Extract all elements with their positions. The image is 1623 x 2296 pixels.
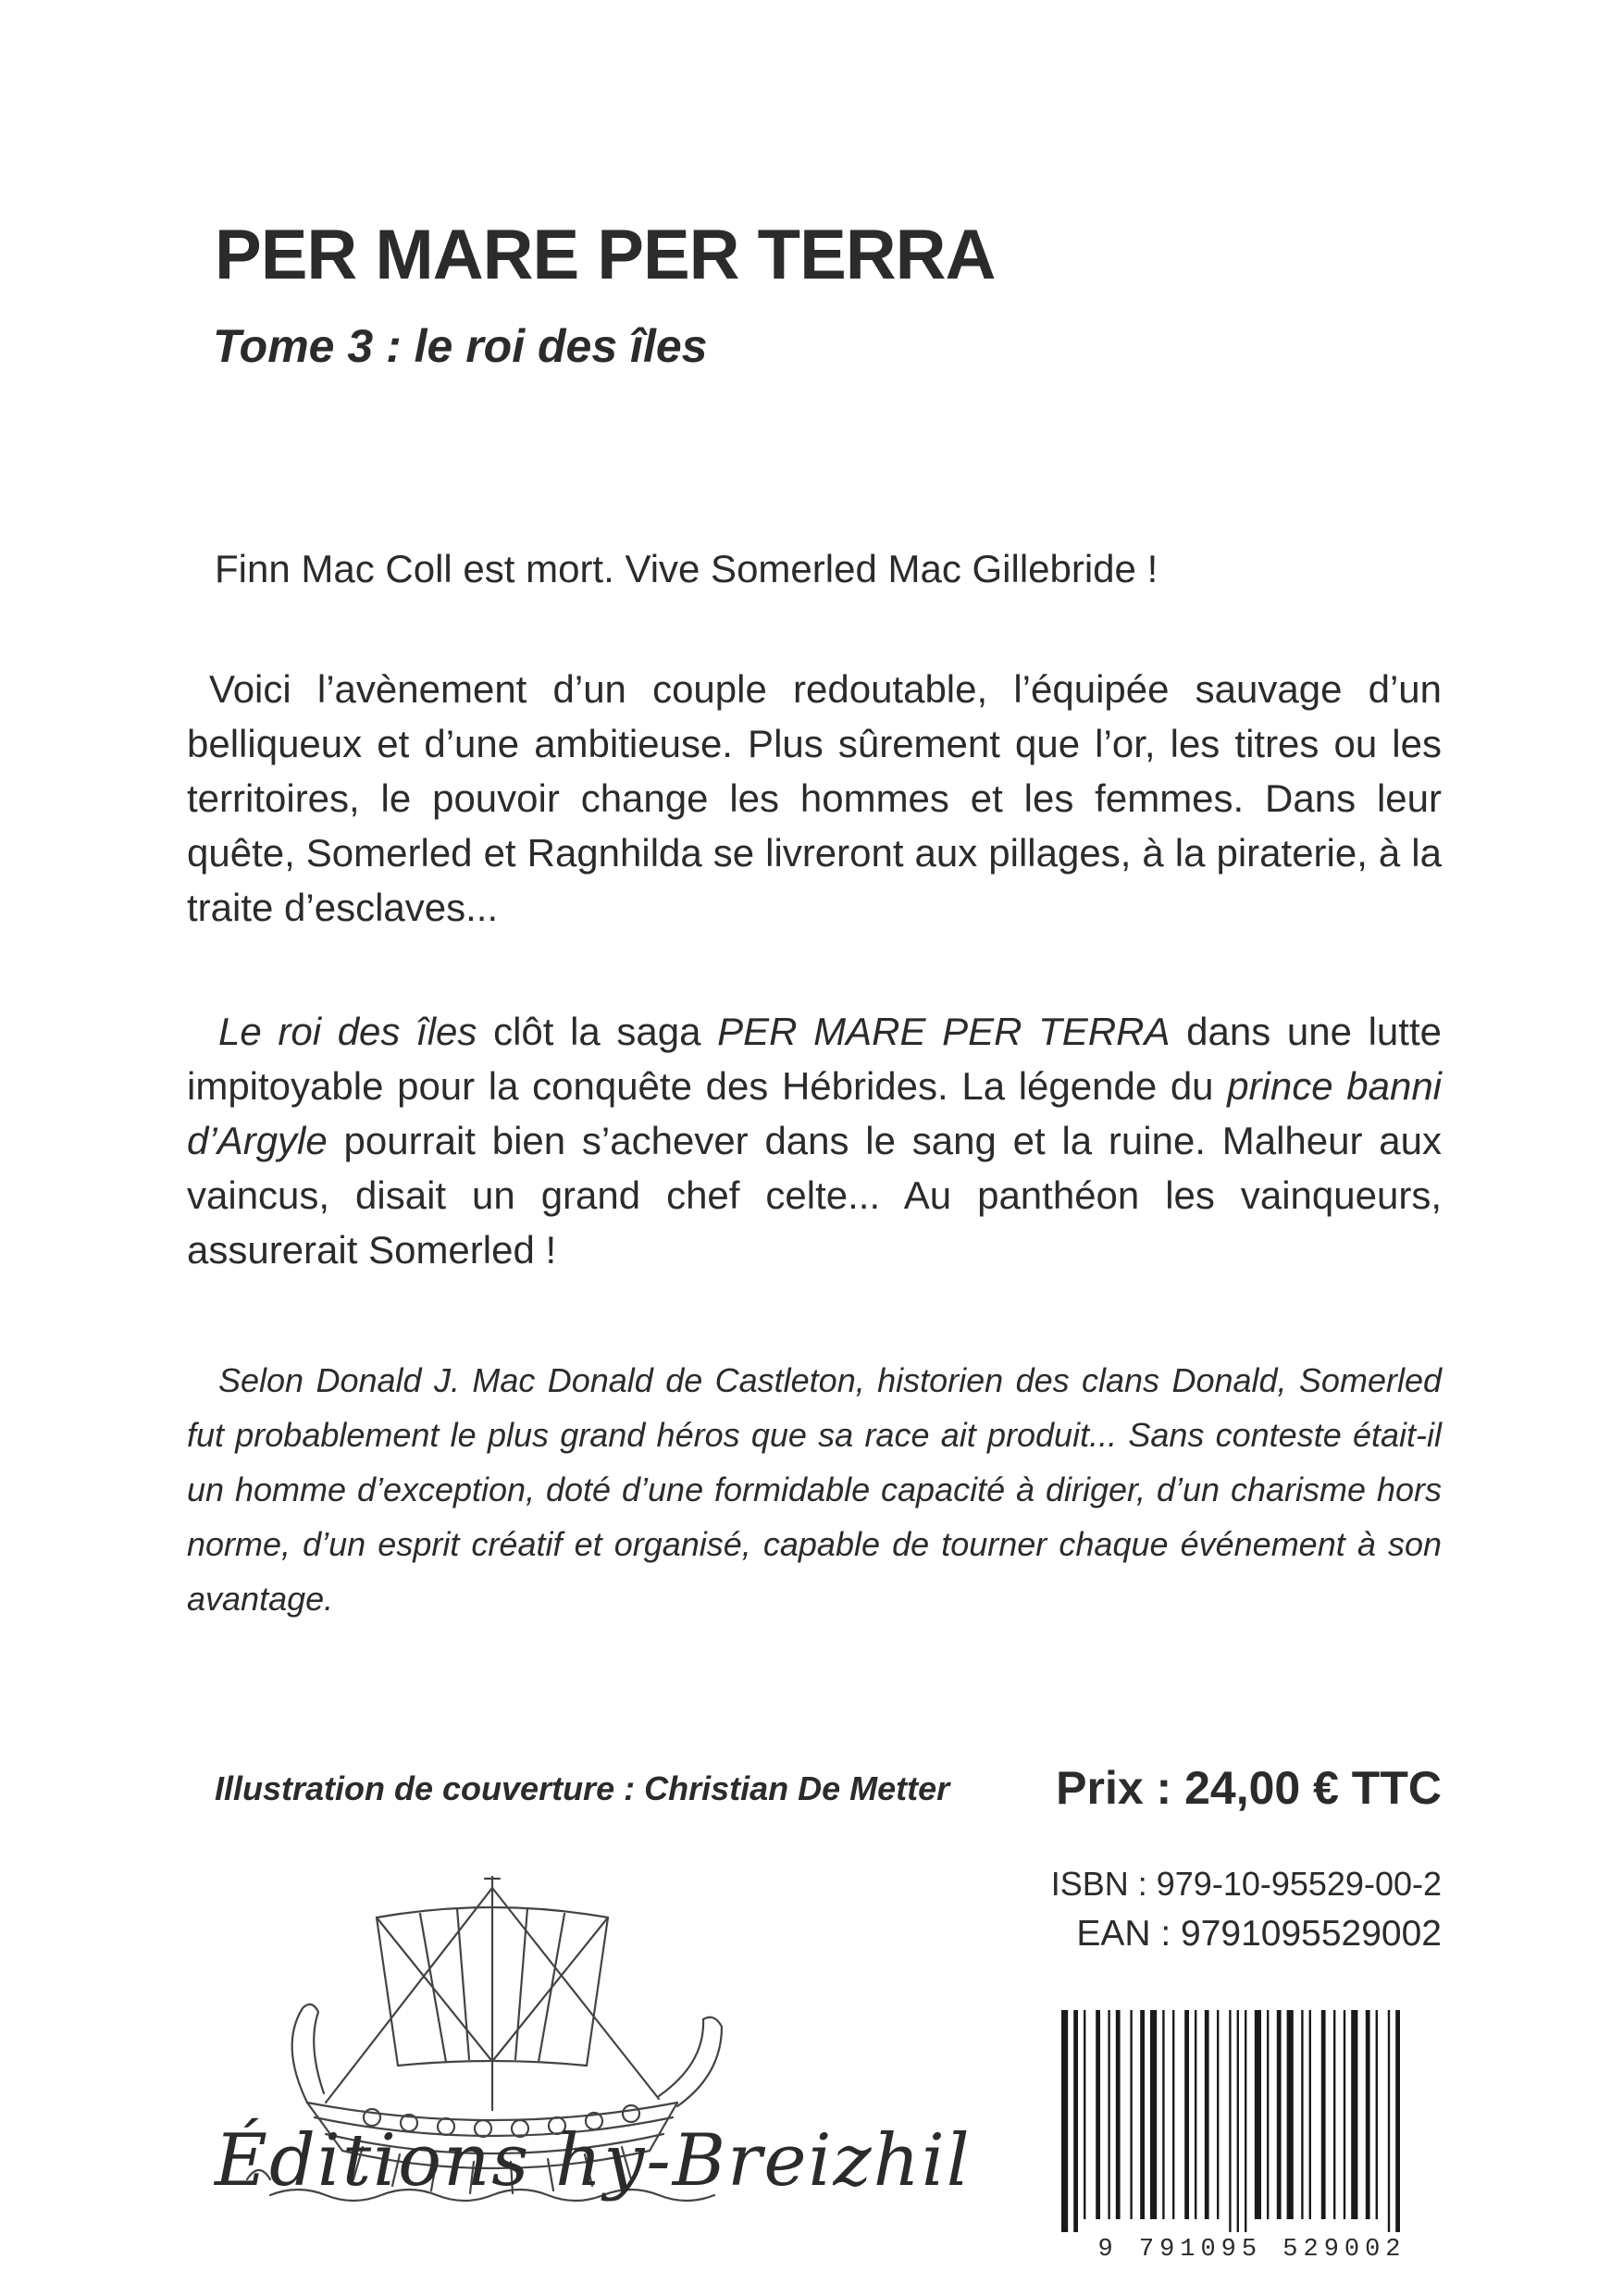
paragraph-text: clôt la saga <box>477 1010 718 1053</box>
barcode-bar <box>1237 2010 1239 2232</box>
book-title-reference: Le roi des îles <box>218 1010 477 1053</box>
blurb-paragraph-1: Finn Mac Coll est mort. Vive Somerled Mac Gillebride ! <box>215 547 1158 590</box>
barcode-bar <box>1195 2010 1196 2219</box>
blurb-paragraph-3 <box>187 1004 1442 1277</box>
barcode-bar <box>1255 2010 1261 2219</box>
barcode-digits: 9 791095 529002 <box>1097 2236 1406 2264</box>
barcode-bar <box>1205 2010 1209 2219</box>
barcode-bar <box>1376 2010 1378 2219</box>
barcode-bar <box>1321 2010 1326 2219</box>
barcode-bar <box>1245 2010 1246 2232</box>
book-title: PER MARE PER TERRA <box>215 216 996 294</box>
barcode-bar <box>1351 2010 1357 2219</box>
barcode-bar <box>1217 2010 1219 2219</box>
barcode-bar <box>1388 2010 1390 2232</box>
publisher-name: Éditions hy-Breizhil <box>215 2119 972 2203</box>
barcode-bar <box>1344 2010 1345 2219</box>
blurb-paragraph-2: Voici l’avènement d’un couple redoutable, l’équipée sauvage d’un belliqueux et d’une ambitieuse. Plus sûrement que l’or, les titres ou les territoires, le pouvoir change les hommes et les femmes. Dans leur quête, Somerled et Ragnhilda se livreront aux pillages, à la piraterie, à la traite d’esclaves... <box>187 667 1442 929</box>
prince-phrase: prince banni d’Argyle <box>187 1064 1443 1162</box>
barcode-bar <box>1084 2010 1085 2219</box>
ean-label: EAN : 9791095529002 <box>1076 1914 1442 1954</box>
saga-title-reference: PER MARE PER TERRA <box>717 1010 1171 1053</box>
barcode-bar <box>1333 2010 1335 2219</box>
paragraph-text: pourrait bien s’achever dans le sang et la ruine. Malheur aux vaincus, disait un grand chef celte... Au panthéon les vainqueurs, assurerait Somerled ! <box>187 1119 1442 1272</box>
barcode-bar <box>1116 2010 1121 2219</box>
barcode-bar <box>1130 2010 1132 2219</box>
barcode-bar <box>1108 2010 1109 2219</box>
barcode-bar <box>1229 2010 1231 2232</box>
book-subtitle: Tome 3 : le roi des îles <box>213 320 708 372</box>
paragraph-text: dans une lutte impitoyable pour la conquête des Hébrides. La légende du <box>187 1010 1442 1108</box>
barcode-bar <box>1061 2010 1068 2232</box>
barcode-bar <box>1395 2010 1400 2232</box>
barcode-graphic <box>1058 2010 1446 2232</box>
barcode-bar <box>1277 2010 1282 2219</box>
barcode-bar <box>1096 2010 1100 2219</box>
barcode-bar <box>1172 2010 1174 2219</box>
barcode-bar <box>1287 2010 1294 2219</box>
illustration-credit: Illustration de couverture : Christian De Metter <box>215 1769 950 1807</box>
isbn-label: ISBN : 979-10-95529-00-2 <box>1050 1865 1442 1903</box>
barcode-bar <box>1267 2010 1269 2219</box>
barcode-bar <box>1184 2010 1189 2219</box>
barcode-bar <box>1140 2010 1145 2219</box>
barcode-bar <box>1073 2010 1078 2232</box>
barcode-bar <box>1301 2010 1303 2219</box>
price-label: Prix : 24,00 € TTC <box>1056 1762 1442 1814</box>
barcode-bar <box>1150 2010 1157 2219</box>
barcode-bar <box>1309 2010 1311 2219</box>
barcode-bar <box>1162 2010 1164 2219</box>
historian-quote: Selon Donald J. Mac Donald de Castleton, historien des clans Donald, Somerled fut probablement le plus grand héros que sa race ait produit... Sans conteste était-il un homme d’exception, doté d’une formidable capacité à diriger, d’un charisme hors norme, d’un esprit créatif et organisé, capable de tourner chaque événement à son avantage. <box>187 1361 1442 1618</box>
barcode-bar <box>1366 2010 1370 2219</box>
